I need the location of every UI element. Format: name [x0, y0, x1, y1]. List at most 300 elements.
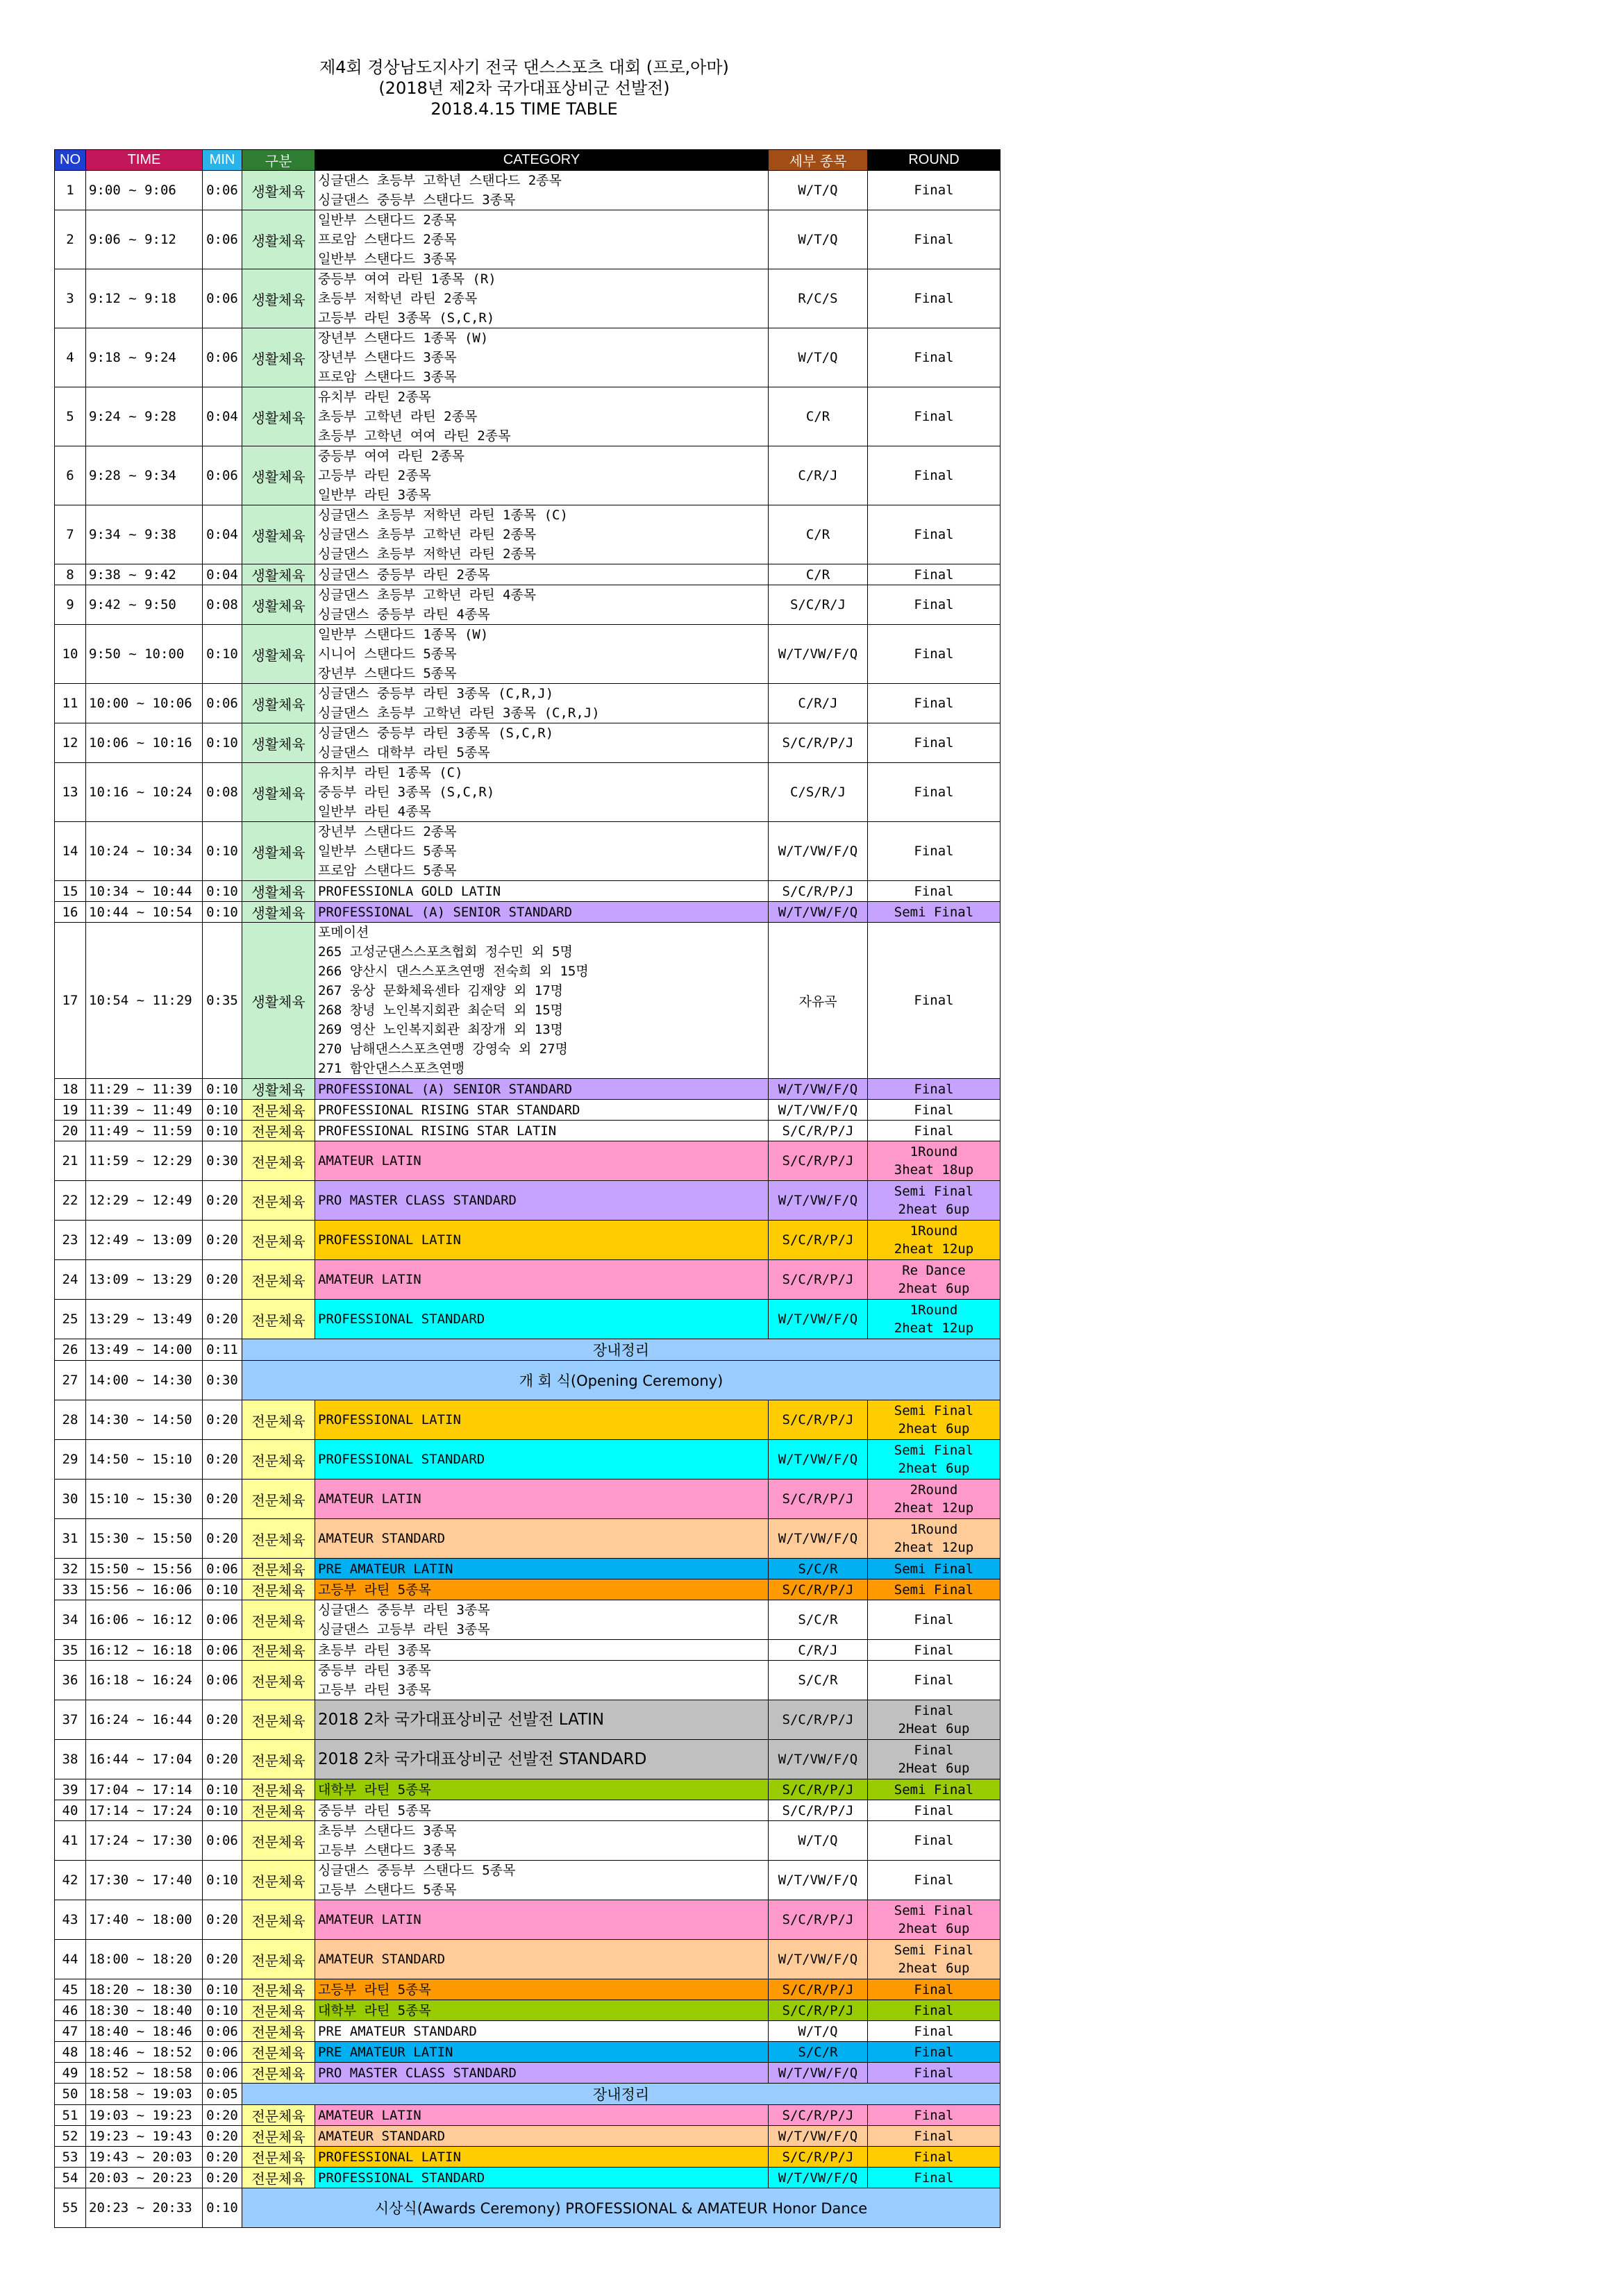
table-row — [55, 2084, 1001, 2105]
row-number: 45 — [55, 1979, 86, 2000]
category-line: 싱글댄스 중등부 라틴 3종목 (S,C,R) — [318, 726, 554, 741]
table-row — [55, 1800, 1001, 1821]
row-time: 10:44 ~ 10:54 — [86, 902, 203, 923]
row-round — [868, 1121, 1001, 1141]
row-time: 19:23 ~ 19:43 — [86, 2126, 203, 2147]
row-duration: 0:06 — [203, 1640, 242, 1661]
row-time: 11:49 ~ 11:59 — [86, 1121, 203, 1141]
row-round — [868, 328, 1001, 387]
category-line: 장년부 스탠다드 2종목 — [318, 824, 457, 839]
row-number: 37 — [55, 1700, 86, 1740]
category-line: 269 영산 노인복지회관 최장개 외 13명 — [318, 1022, 563, 1037]
row-division: 전문체육 — [242, 2000, 315, 2021]
row-time: 16:18 ~ 16:24 — [86, 1661, 203, 1700]
row-number: 40 — [55, 1800, 86, 1821]
category-line: 싱글댄스 초등부 저학년 라틴 1종목 (C) — [318, 508, 568, 523]
table-row — [55, 2063, 1001, 2084]
row-division: 전문체육 — [242, 1100, 315, 1121]
row-division: 생활체육 — [242, 387, 315, 446]
row-time: 18:00 ~ 18:20 — [86, 1940, 203, 1979]
row-time: 11:29 ~ 11:39 — [86, 1079, 203, 1100]
category-line: 싱글댄스 중등부 스탠다드 3종목 — [318, 192, 516, 208]
row-round — [868, 210, 1001, 269]
category-line: 일반부 스탠다드 3종목 — [318, 251, 457, 267]
row-time: 16:12 ~ 16:18 — [86, 1640, 203, 1661]
row-sub-events: W/T/VW/F/Q — [769, 902, 868, 923]
category-line: AMATEUR STANDARD — [318, 2128, 446, 2144]
row-division: 전문체육 — [242, 1400, 315, 1440]
row-number: 35 — [55, 1640, 86, 1661]
row-category — [315, 1640, 769, 1661]
category-line: 싱글댄스 고등부 라틴 3종목 — [318, 1622, 490, 1637]
round-line: Final — [914, 1612, 954, 1627]
row-category — [315, 1800, 769, 1821]
category-line: PRE AMATEUR LATIN — [318, 1561, 453, 1577]
round-line: Final — [914, 291, 954, 306]
row-number: 54 — [55, 2168, 86, 2188]
row-number: 51 — [55, 2105, 86, 2126]
row-division: 생활체육 — [242, 1079, 315, 1100]
row-division: 전문체육 — [242, 1141, 315, 1181]
row-division: 생활체육 — [242, 822, 315, 881]
category-line: 일반부 라틴 3종목 — [318, 487, 431, 503]
row-round — [868, 1300, 1001, 1339]
row-number: 30 — [55, 1480, 86, 1519]
round-line: Final — [914, 2002, 954, 2018]
category-line: 일반부 스탠다드 2종목 — [318, 212, 457, 228]
row-duration: 0:10 — [203, 723, 242, 763]
row-duration: 0:10 — [203, 822, 242, 881]
table-row — [55, 1260, 1001, 1300]
row-number: 6 — [55, 446, 86, 505]
round-line: 1Round — [910, 1223, 958, 1239]
header-row — [55, 150, 1001, 171]
row-round — [868, 923, 1001, 1079]
category-line: 초등부 스탠다드 3종목 — [318, 1823, 457, 1838]
row-duration: 0:20 — [203, 1900, 242, 1940]
row-category — [315, 1779, 769, 1800]
row-round — [868, 684, 1001, 723]
row-category — [315, 1440, 769, 1480]
category-line: 중등부 라틴 5종목 — [318, 1802, 431, 1818]
category-line: 초등부 저학년 라틴 2종목 — [318, 291, 478, 306]
table-row — [55, 2168, 1001, 2188]
round-line: 1Round — [910, 1522, 958, 1537]
category-line: 일반부 스탠다드 1종목 (W) — [318, 627, 489, 642]
row-division: 전문체육 — [242, 2042, 315, 2063]
round-line: Final — [914, 2170, 954, 2186]
row-duration: 0:20 — [203, 1519, 242, 1559]
row-number: 18 — [55, 1079, 86, 1100]
row-category — [315, 822, 769, 881]
row-category — [315, 2126, 769, 2147]
category-line: PRO MASTER CLASS STANDARD — [318, 2065, 517, 2081]
round-line: Final — [914, 1703, 954, 1718]
row-time: 10:34 ~ 10:44 — [86, 881, 203, 902]
row-duration: 0:04 — [203, 564, 242, 585]
category-line: 포메이션 — [318, 925, 369, 940]
row-number: 2 — [55, 210, 86, 269]
row-round — [868, 1440, 1001, 1480]
category-line: 고등부 라틴 5종목 — [318, 1981, 431, 1997]
row-time: 20:03 ~ 20:23 — [86, 2168, 203, 2188]
row-division: 생활체육 — [242, 328, 315, 387]
column-header-division: 구분 — [242, 150, 315, 171]
category-line: 267 웅상 문화체육센타 김재양 외 17명 — [318, 983, 563, 998]
round-line: Semi Final — [894, 1782, 974, 1798]
table-row — [55, 1121, 1001, 1141]
round-line: Final — [914, 1872, 954, 1888]
row-round — [868, 1181, 1001, 1221]
row-duration: 0:20 — [203, 1740, 242, 1779]
row-sub-events: S/C/R — [769, 2042, 868, 2063]
row-category — [315, 1979, 769, 2000]
round-line: Final — [914, 567, 954, 583]
row-time: 9:28 ~ 9:34 — [86, 446, 203, 505]
row-division: 전문체육 — [242, 1740, 315, 1779]
row-sub-events: S/C/R — [769, 1600, 868, 1640]
category-line: PROFESSIONAL RISING STAR STANDARD — [318, 1102, 580, 1118]
row-round — [868, 763, 1001, 822]
row-time: 9:00 ~ 9:06 — [86, 171, 203, 210]
table-row — [55, 1300, 1001, 1339]
round-line: Final — [914, 2128, 954, 2144]
category-line: 싱글댄스 중등부 라틴 4종목 — [318, 607, 490, 622]
row-sub-events: S/C/R — [769, 1661, 868, 1700]
row-time: 18:58 ~ 19:03 — [86, 2084, 203, 2105]
row-sub-events: S/C/R/J — [769, 585, 868, 625]
row-sub-events: R/C/S — [769, 269, 868, 328]
row-category — [315, 1221, 769, 1260]
round-line: Final — [914, 2065, 954, 2081]
round-line: 2heat 12up — [894, 1540, 974, 1555]
row-category — [315, 1559, 769, 1579]
row-number: 49 — [55, 2063, 86, 2084]
row-sub-events: S/C/R/P/J — [769, 1579, 868, 1600]
row-sub-events: C/R — [769, 387, 868, 446]
row-round — [868, 564, 1001, 585]
row-time: 15:56 ~ 16:06 — [86, 1579, 203, 1600]
row-duration: 0:10 — [203, 902, 242, 923]
row-number: 43 — [55, 1900, 86, 1940]
row-time: 17:14 ~ 17:24 — [86, 1800, 203, 1821]
row-sub-events: C/S/R/J — [769, 763, 868, 822]
row-division: 전문체육 — [242, 1979, 315, 2000]
table-row — [55, 1339, 1001, 1361]
row-division: 전문체육 — [242, 1181, 315, 1221]
round-line: Final — [914, 1981, 954, 1997]
category-line: 시니어 스탠다드 5종목 — [318, 646, 457, 662]
row-time: 17:40 ~ 18:00 — [86, 1900, 203, 1940]
round-line: Semi Final — [894, 1443, 974, 1458]
category-line: 장년부 스탠다드 5종목 — [318, 666, 457, 681]
row-division: 전문체육 — [242, 1861, 315, 1900]
table-row — [55, 1600, 1001, 1640]
table-row — [55, 1779, 1001, 1800]
timetable — [54, 149, 1001, 2228]
table-row — [55, 1579, 1001, 1600]
row-round — [868, 1900, 1001, 1940]
table-row — [55, 1821, 1001, 1861]
round-line: Final — [914, 597, 954, 612]
round-line: 2Round — [910, 1482, 958, 1498]
row-round — [868, 723, 1001, 763]
round-line: Re Dance — [902, 1263, 966, 1278]
row-number: 19 — [55, 1100, 86, 1121]
row-category — [315, 564, 769, 585]
category-line: 중등부 여여 라틴 2종목 — [318, 449, 464, 464]
table-row — [55, 210, 1001, 269]
row-duration: 0:11 — [203, 1339, 242, 1361]
table-row — [55, 171, 1001, 210]
row-category — [315, 1100, 769, 1121]
row-sub-events: C/R — [769, 564, 868, 585]
row-number: 36 — [55, 1661, 86, 1700]
row-sub-events: C/R — [769, 505, 868, 564]
row-duration: 0:10 — [203, 1100, 242, 1121]
round-line: Final — [914, 1802, 954, 1818]
row-duration: 0:06 — [203, 171, 242, 210]
category-line: 고등부 라틴 5종목 — [318, 1582, 431, 1598]
row-category — [315, 2168, 769, 2188]
category-line: AMATEUR LATIN — [318, 1153, 421, 1168]
row-round — [868, 1400, 1001, 1440]
row-duration: 0:10 — [203, 1579, 242, 1600]
row-duration: 0:10 — [203, 1800, 242, 1821]
row-number: 17 — [55, 923, 86, 1079]
row-sub-events: S/C/R/P/J — [769, 2105, 868, 2126]
round-line: Semi Final — [894, 1561, 974, 1577]
row-sub-events: S/C/R/P/J — [769, 1260, 868, 1300]
round-line: Semi Final — [894, 1403, 974, 1418]
row-division: 생활체육 — [242, 881, 315, 902]
row-division: 전문체육 — [242, 1940, 315, 1979]
row-round — [868, 1559, 1001, 1579]
category-line: AMATEUR STANDARD — [318, 1531, 446, 1546]
row-duration: 0:10 — [203, 1979, 242, 2000]
category-line: 장년부 스탠다드 1종목 (W) — [318, 330, 489, 346]
row-number: 4 — [55, 328, 86, 387]
row-duration: 0:20 — [203, 2147, 242, 2168]
row-time: 11:39 ~ 11:49 — [86, 1100, 203, 1121]
row-category — [315, 684, 769, 723]
row-time: 9:34 ~ 9:38 — [86, 505, 203, 564]
column-header-category: CATEGORY — [315, 150, 769, 171]
round-line: Semi Final — [894, 904, 974, 920]
row-division: 생활체육 — [242, 269, 315, 328]
round-line: Semi Final — [894, 1943, 974, 1958]
row-time: 16:24 ~ 16:44 — [86, 1700, 203, 1740]
row-division: 전문체육 — [242, 1221, 315, 1260]
row-number: 27 — [55, 1361, 86, 1400]
category-line: 싱글댄스 중등부 라틴 3종목 (C,R,J) — [318, 686, 554, 701]
row-duration: 0:06 — [203, 2021, 242, 2042]
category-line: PROFESSIONAL (A) SENIOR STANDARD — [318, 1081, 573, 1097]
round-line: Final — [914, 646, 954, 662]
round-line: Final — [914, 1123, 954, 1139]
row-number: 15 — [55, 881, 86, 902]
row-sub-events: W/T/VW/F/Q — [769, 2126, 868, 2147]
row-division: 생활체육 — [242, 210, 315, 269]
row-sub-events: W/T/Q — [769, 1821, 868, 1861]
row-duration: 0:20 — [203, 1440, 242, 1480]
row-number: 31 — [55, 1519, 86, 1559]
row-round — [868, 625, 1001, 684]
row-time: 14:00 ~ 14:30 — [86, 1361, 203, 1400]
row-number: 47 — [55, 2021, 86, 2042]
row-sub-events: W/T/VW/F/Q — [769, 625, 868, 684]
row-number: 10 — [55, 625, 86, 684]
row-round — [868, 1740, 1001, 1779]
row-break-label: 시상식(Awards Ceremony) PROFESSIONAL & AMATEUR Honor Dance — [242, 2188, 1001, 2228]
category-line: 장년부 스탠다드 3종목 — [318, 350, 457, 365]
row-division: 생활체육 — [242, 902, 315, 923]
row-division: 생활체육 — [242, 763, 315, 822]
row-time: 18:30 ~ 18:40 — [86, 2000, 203, 2021]
row-duration: 0:10 — [203, 1779, 242, 1800]
row-sub-events: W/T/Q — [769, 328, 868, 387]
row-duration: 0:10 — [203, 2188, 242, 2228]
table-row — [55, 2042, 1001, 2063]
row-category — [315, 585, 769, 625]
row-number: 28 — [55, 1400, 86, 1440]
row-duration: 0:06 — [203, 2042, 242, 2063]
row-number: 14 — [55, 822, 86, 881]
table-row — [55, 2147, 1001, 2168]
row-category — [315, 210, 769, 269]
row-sub-events: S/C/R/P/J — [769, 1900, 868, 1940]
row-number: 5 — [55, 387, 86, 446]
row-division: 전문체육 — [242, 2021, 315, 2042]
row-time: 10:54 ~ 11:29 — [86, 923, 203, 1079]
table-row — [55, 585, 1001, 625]
row-round — [868, 585, 1001, 625]
table-row — [55, 1079, 1001, 1100]
row-duration: 0:20 — [203, 2126, 242, 2147]
round-line: Final — [914, 1642, 954, 1658]
row-number: 53 — [55, 2147, 86, 2168]
row-number: 9 — [55, 585, 86, 625]
row-division: 전문체육 — [242, 1480, 315, 1519]
table-row — [55, 1661, 1001, 1700]
row-number: 1 — [55, 171, 86, 210]
category-line: 268 창녕 노인복지회관 최순덕 외 15명 — [318, 1003, 563, 1018]
row-round — [868, 1800, 1001, 1821]
row-division: 전문체육 — [242, 1900, 315, 1940]
row-duration: 0:20 — [203, 2168, 242, 2188]
table-row — [55, 1141, 1001, 1181]
round-line: 2heat 6up — [898, 1281, 970, 1296]
row-round — [868, 1600, 1001, 1640]
round-line: Final — [914, 785, 954, 800]
row-duration: 0:04 — [203, 505, 242, 564]
row-number: 13 — [55, 763, 86, 822]
row-number: 55 — [55, 2188, 86, 2228]
table-row — [55, 1940, 1001, 1979]
row-time: 15:10 ~ 15:30 — [86, 1480, 203, 1519]
round-line: Semi Final — [894, 1582, 974, 1598]
column-header-time: TIME — [86, 150, 203, 171]
round-line: 2heat 12up — [894, 1321, 974, 1336]
category-line: 초등부 고학년 여여 라틴 2종목 — [318, 428, 511, 444]
row-sub-events: S/C/R/P/J — [769, 2147, 868, 2168]
category-line: 싱글댄스 초등부 고학년 라틴 2종목 — [318, 527, 537, 542]
row-category — [315, 387, 769, 446]
row-duration: 0:06 — [203, 1600, 242, 1640]
row-round — [868, 505, 1001, 564]
row-number: 23 — [55, 1221, 86, 1260]
row-number: 42 — [55, 1861, 86, 1900]
row-category — [315, 625, 769, 684]
row-round — [868, 1861, 1001, 1900]
category-line: PRO MASTER CLASS STANDARD — [318, 1193, 517, 1208]
row-duration: 0:10 — [203, 1121, 242, 1141]
row-sub-events: 자유곡 — [769, 923, 868, 1079]
row-sub-events: W/T/Q — [769, 171, 868, 210]
row-category — [315, 1400, 769, 1440]
row-sub-events: C/R/J — [769, 446, 868, 505]
row-division: 생활체육 — [242, 171, 315, 210]
row-time: 9:18 ~ 9:24 — [86, 328, 203, 387]
row-division: 전문체육 — [242, 1700, 315, 1740]
category-line: 프로암 스탠다드 5종목 — [318, 863, 457, 878]
row-category — [315, 2147, 769, 2168]
row-round — [868, 1579, 1001, 1600]
table-row — [55, 1861, 1001, 1900]
row-category — [315, 2063, 769, 2084]
row-duration: 0:06 — [203, 210, 242, 269]
row-division: 전문체육 — [242, 1559, 315, 1579]
category-line: PROFESSIONAL LATIN — [318, 1412, 461, 1427]
row-round — [868, 2000, 1001, 2021]
table-row — [55, 1221, 1001, 1260]
row-time: 13:29 ~ 13:49 — [86, 1300, 203, 1339]
category-line: 고등부 스탠다드 5종목 — [318, 1882, 457, 1897]
column-header-sub-events: 세부 종목 — [769, 150, 868, 171]
row-round — [868, 1480, 1001, 1519]
row-time: 9:42 ~ 9:50 — [86, 585, 203, 625]
row-sub-events: S/C/R/P/J — [769, 1700, 868, 1740]
row-category — [315, 1121, 769, 1141]
row-sub-events: S/C/R/P/J — [769, 1141, 868, 1181]
row-sub-events: C/R/J — [769, 684, 868, 723]
row-sub-events: C/R/J — [769, 1640, 868, 1661]
row-round — [868, 1661, 1001, 1700]
round-line: Final — [914, 2023, 954, 2039]
row-time: 9:50 ~ 10:00 — [86, 625, 203, 684]
category-line: 고등부 라틴 3종목 — [318, 1682, 431, 1698]
table-row — [55, 763, 1001, 822]
row-sub-events: S/C/R/P/J — [769, 1979, 868, 2000]
row-number: 29 — [55, 1440, 86, 1480]
round-line: 1Round — [910, 1302, 958, 1318]
table-row — [55, 446, 1001, 505]
row-round — [868, 387, 1001, 446]
row-break-label: 개 회 식(Opening Ceremony) — [242, 1361, 1001, 1400]
round-line: Final — [914, 844, 954, 859]
row-sub-events: S/C/R/P/J — [769, 2000, 868, 2021]
row-duration: 0:10 — [203, 1861, 242, 1900]
row-duration: 0:08 — [203, 585, 242, 625]
table-row — [55, 1740, 1001, 1779]
row-division: 전문체육 — [242, 2147, 315, 2168]
category-line: 싱글댄스 중등부 스탠다드 5종목 — [318, 1863, 516, 1878]
category-line: AMATEUR LATIN — [318, 1912, 421, 1927]
table-row — [55, 1700, 1001, 1740]
category-line: 싱글댄스 대학부 라틴 5종목 — [318, 745, 490, 760]
table-row — [55, 505, 1001, 564]
row-category — [315, 446, 769, 505]
